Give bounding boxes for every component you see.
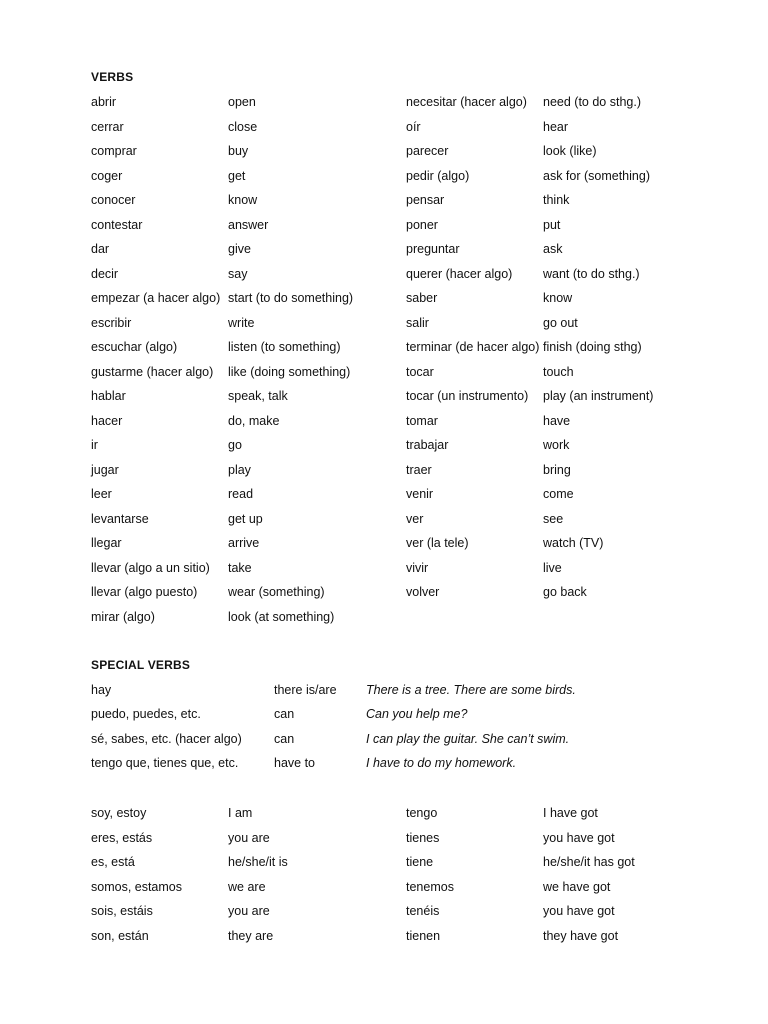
spanish-verb: trabajar xyxy=(406,438,449,452)
table-row xyxy=(0,120,768,145)
spanish-form: soy, estoy xyxy=(91,806,147,820)
table-row xyxy=(0,144,768,169)
spanish-form: tenéis xyxy=(406,904,440,918)
table-row xyxy=(0,463,768,488)
english-meaning: look (like) xyxy=(543,144,597,158)
english-meaning: have xyxy=(543,413,571,428)
english-meaning: can xyxy=(274,707,295,722)
english-meaning: read xyxy=(228,487,254,501)
table-row xyxy=(0,929,768,954)
conjugations-table xyxy=(0,806,768,953)
english-meaning: start (to do something) xyxy=(228,291,354,305)
verbs-table xyxy=(0,95,768,634)
spanish-form: tenemos xyxy=(406,879,454,894)
spanish-form: tiene xyxy=(406,855,434,869)
spanish-verb: leer xyxy=(91,487,112,501)
english-form: they have got xyxy=(543,928,619,943)
english-form: you have got xyxy=(543,904,615,918)
spanish-verb: poner xyxy=(406,217,438,232)
english-meaning: ask for (something) xyxy=(543,168,650,183)
spanish-verb: tocar xyxy=(406,364,434,379)
english-form: they are xyxy=(228,928,274,943)
spanish-form: es, está xyxy=(91,855,135,869)
english-meaning: live xyxy=(543,560,562,575)
spanish-verb: llevar (algo a un sitio) xyxy=(91,560,210,575)
example-sentence: I can play the guitar. She can’t swim. xyxy=(366,731,570,746)
spanish-verb: escuchar (algo) xyxy=(91,340,178,354)
english-meaning: give xyxy=(228,242,251,256)
english-meaning: say xyxy=(228,266,248,281)
english-meaning: have to xyxy=(274,755,316,770)
table-row xyxy=(0,438,768,463)
spanish-verb: gustarme (hacer algo) xyxy=(91,364,214,379)
english-meaning: finish (doing sthg) xyxy=(543,340,642,354)
table-row xyxy=(0,242,768,267)
english-meaning: get up xyxy=(228,511,263,526)
english-form: he/she/it has got xyxy=(543,855,635,869)
spanish-verb: necesitar (hacer algo) xyxy=(406,95,527,109)
table-row xyxy=(0,880,768,905)
spanish-verb: parecer xyxy=(406,144,449,158)
table-row xyxy=(0,291,768,316)
english-form: you are xyxy=(228,830,270,845)
special-verbs-table xyxy=(0,683,768,780)
english-form: we have got xyxy=(543,879,611,894)
table-row xyxy=(0,904,768,929)
english-meaning: touch xyxy=(543,364,574,379)
english-meaning: buy xyxy=(228,144,249,158)
table-row xyxy=(0,855,768,880)
english-meaning: put xyxy=(543,217,561,232)
spanish-verb: cerrar xyxy=(91,119,124,134)
english-meaning: play (an instrument) xyxy=(543,389,654,403)
spanish-form: tienes xyxy=(406,830,440,845)
spanish-verb: levantarse xyxy=(91,511,149,526)
english-meaning: like (doing something) xyxy=(228,364,351,379)
table-row xyxy=(0,610,768,635)
spanish-verb: jugar xyxy=(91,462,119,477)
example-sentence: I have to do my homework. xyxy=(366,755,517,770)
table-row xyxy=(0,218,768,243)
english-meaning: do, make xyxy=(228,413,280,428)
english-meaning: see xyxy=(543,511,564,526)
table-row xyxy=(0,707,768,731)
spanish-verb: salir xyxy=(406,315,429,330)
spanish-form: somos, estamos xyxy=(91,879,183,894)
verbs-heading: VERBS xyxy=(91,70,134,84)
english-meaning: there is/are xyxy=(274,683,337,697)
spanish-verb: coger xyxy=(91,168,123,183)
spanish-verb: abrir xyxy=(91,95,117,109)
spanish-verb: dar xyxy=(91,242,110,256)
english-meaning: come xyxy=(543,487,574,501)
table-row xyxy=(0,561,768,586)
english-form: I am xyxy=(228,806,253,820)
spanish-verb: pensar xyxy=(406,193,445,207)
spanish-verb: saber xyxy=(406,291,438,305)
table-row xyxy=(0,536,768,561)
table-row xyxy=(0,316,768,341)
english-form: I have got xyxy=(543,806,598,820)
english-meaning: get xyxy=(228,168,246,183)
example-sentence: Can you help me? xyxy=(366,707,468,722)
spanish-verb: oír xyxy=(406,119,421,134)
english-form: you are xyxy=(228,904,270,918)
table-row xyxy=(0,95,768,120)
spanish-verb: hay xyxy=(91,683,112,697)
table-row xyxy=(0,267,768,292)
table-row xyxy=(0,414,768,439)
spanish-verb: llegar xyxy=(91,536,122,550)
spanish-form: eres, estás xyxy=(91,830,153,845)
spanish-form: tengo xyxy=(406,806,438,820)
english-meaning: take xyxy=(228,560,252,575)
english-meaning: answer xyxy=(228,217,269,232)
english-form: he/she/it is xyxy=(228,855,288,869)
table-row xyxy=(0,365,768,390)
table-row xyxy=(0,193,768,218)
spanish-verb: contestar xyxy=(91,217,143,232)
english-form: we are xyxy=(228,879,266,894)
english-meaning: watch (TV) xyxy=(543,536,604,550)
spanish-verb: pedir (algo) xyxy=(406,168,470,183)
example-sentence: There is a tree. There are some birds. xyxy=(366,683,576,697)
english-form: you have got xyxy=(543,830,615,845)
english-meaning: speak, talk xyxy=(228,389,288,403)
english-meaning: ask xyxy=(543,242,563,256)
spanish-form: son, están xyxy=(91,928,149,943)
spanish-verb: tomar xyxy=(406,413,438,428)
spanish-verb: comprar xyxy=(91,144,137,158)
english-meaning: play xyxy=(228,462,251,477)
spanish-verb: mirar (algo) xyxy=(91,609,155,624)
spanish-verb: tocar (un instrumento) xyxy=(406,389,529,403)
spanish-verb: hacer xyxy=(91,413,123,428)
spanish-verb: conocer xyxy=(91,193,136,207)
spanish-verb: volver xyxy=(406,585,440,599)
english-meaning: write xyxy=(228,315,255,330)
spanish-verb: tengo que, tienes que, etc. xyxy=(91,755,239,770)
spanish-verb: terminar (de hacer algo) xyxy=(406,340,540,354)
spanish-verb: empezar (a hacer algo) xyxy=(91,291,221,305)
table-row xyxy=(0,831,768,856)
table-row xyxy=(0,340,768,365)
table-row xyxy=(0,683,768,707)
spanish-verb: querer (hacer algo) xyxy=(406,266,513,281)
english-meaning: listen (to something) xyxy=(228,340,341,354)
spanish-verb: traer xyxy=(406,462,432,477)
spanish-verb: decir xyxy=(91,266,119,281)
table-row xyxy=(0,169,768,194)
spanish-verb: escribir xyxy=(91,315,132,330)
table-row xyxy=(0,756,768,780)
spanish-form: tienen xyxy=(406,928,441,943)
spanish-verb: preguntar xyxy=(406,242,460,256)
english-meaning: go out xyxy=(543,315,578,330)
english-meaning: wear (something) xyxy=(228,585,325,599)
table-row xyxy=(0,732,768,756)
table-row xyxy=(0,585,768,610)
english-meaning: look (at something) xyxy=(228,609,335,624)
table-row xyxy=(0,806,768,831)
spanish-verb: hablar xyxy=(91,389,126,403)
english-meaning: bring xyxy=(543,462,571,477)
english-meaning: open xyxy=(228,95,256,109)
english-meaning: want (to do sthg.) xyxy=(543,266,640,281)
spanish-form: sois, estáis xyxy=(91,904,153,918)
english-meaning: go xyxy=(228,438,242,452)
english-meaning: hear xyxy=(543,119,569,134)
table-row xyxy=(0,487,768,512)
english-meaning: think xyxy=(543,193,570,207)
special-verbs-heading: SPECIAL VERBS xyxy=(91,658,191,672)
spanish-verb: llevar (algo puesto) xyxy=(91,585,198,599)
english-meaning: know xyxy=(228,193,258,207)
spanish-verb: ver xyxy=(406,511,424,526)
english-meaning: work xyxy=(543,438,570,452)
spanish-verb: venir xyxy=(406,487,434,501)
english-meaning: go back xyxy=(543,585,587,599)
english-meaning: know xyxy=(543,291,573,305)
spanish-verb: vivir xyxy=(406,560,429,575)
spanish-verb: ver (la tele) xyxy=(406,536,469,550)
spanish-verb: sé, sabes, etc. (hacer algo) xyxy=(91,731,242,746)
table-row xyxy=(0,512,768,537)
table-row xyxy=(0,389,768,414)
spanish-verb: puedo, puedes, etc. xyxy=(91,707,201,722)
spanish-verb: ir xyxy=(91,438,98,452)
english-meaning: arrive xyxy=(228,536,260,550)
english-meaning: can xyxy=(274,731,295,746)
english-meaning: close xyxy=(228,119,258,134)
english-meaning: need (to do sthg.) xyxy=(543,95,641,109)
